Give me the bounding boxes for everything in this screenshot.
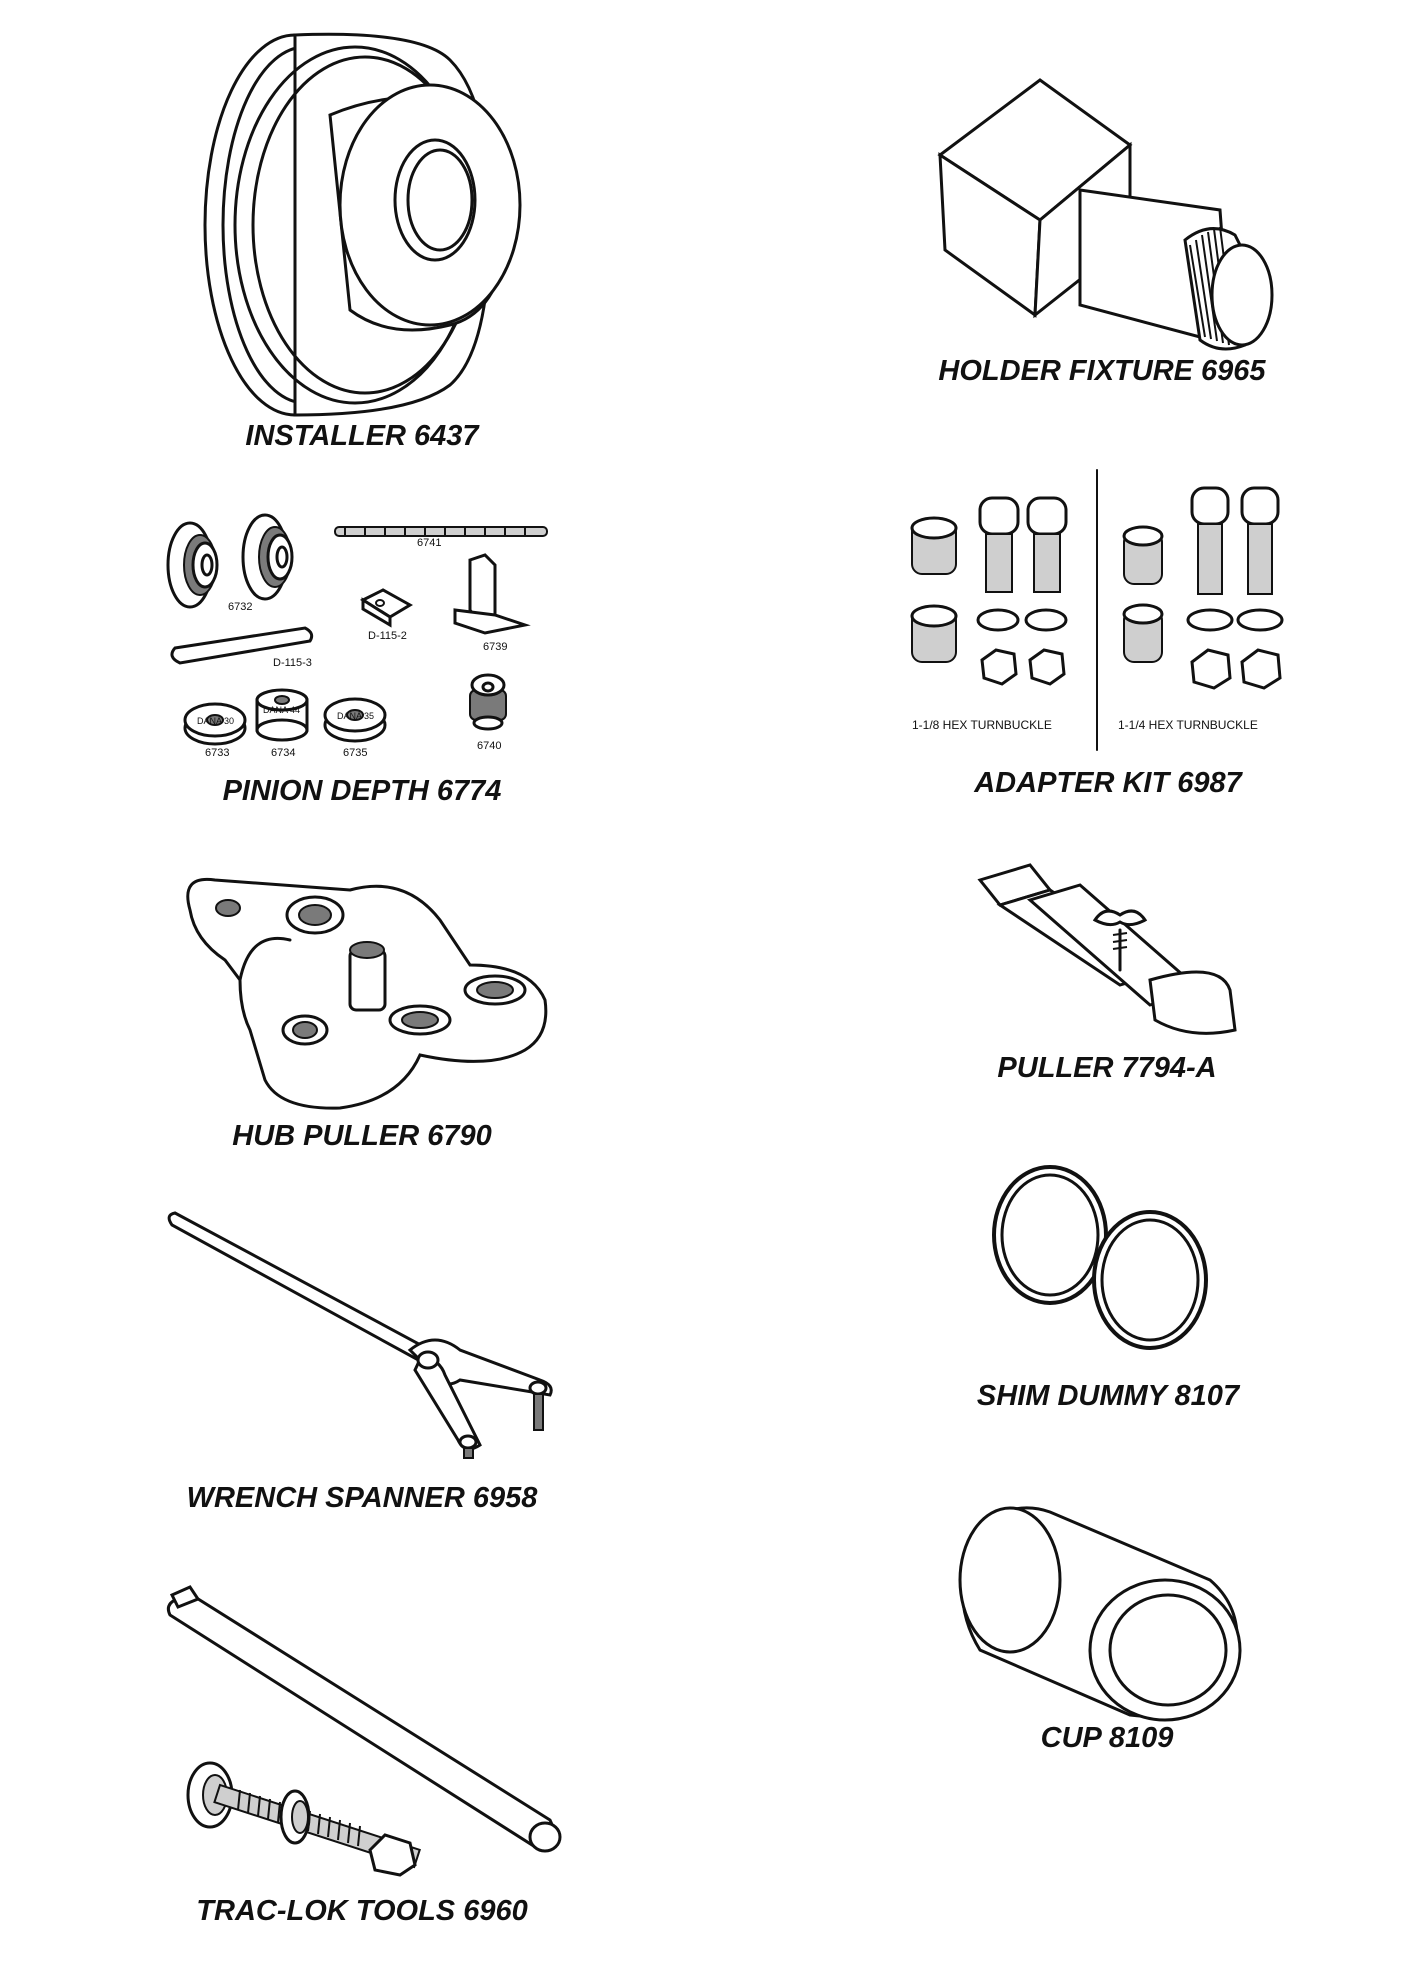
part-label-6733: 6733: [205, 747, 230, 759]
pinion-depth-caption: PINION DEPTH 6774: [222, 775, 502, 807]
trac-lok-tools-caption: TRAC-LOK TOOLS 6960: [196, 1895, 528, 1927]
holder-fixture-caption: HOLDER FIXTURE 6965: [938, 355, 1266, 387]
trac-lok-tools-illustration: [160, 1585, 580, 1875]
installer-illustration: [190, 20, 540, 410]
shim-dummy-illustration: [990, 1160, 1230, 1360]
adapter-kit-right-label: 1-1/4 HEX TURNBUCKLE: [1118, 718, 1258, 732]
pinion-depth-illustration: [165, 515, 565, 765]
cone-6732-left: [168, 523, 217, 607]
wrench-spanner-illustration: [160, 1210, 580, 1460]
part-label-6741: 6741: [417, 537, 442, 549]
cone-6732-right: [243, 515, 292, 599]
wrench-spanner-caption: WRENCH SPANNER 6958: [186, 1482, 538, 1514]
block-label-dana-35: DANA 35: [337, 711, 375, 721]
block-label-dana-44: DANA 44: [263, 705, 301, 715]
adapter-kit-left-label: 1-1/8 HEX TURNBUCKLE: [912, 718, 1052, 732]
hub-puller-illustration: [170, 870, 570, 1115]
knurled-6740: [470, 675, 506, 729]
adapter-kit-caption: ADAPTER KIT 6987: [974, 767, 1242, 799]
part-label-d-115-2: D-115-2: [368, 630, 407, 642]
holder-fixture-illustration: [930, 75, 1280, 350]
puller-7794a-illustration: [970, 860, 1240, 1060]
part-label-d-115-3: D-115-3: [273, 657, 312, 669]
part-label-6739: 6739: [483, 641, 508, 653]
puller-7794a-caption: PULLER 7794-A: [997, 1052, 1217, 1084]
part-label-6735: 6735: [343, 747, 368, 759]
block-label-dana-30: DANA 30: [197, 716, 235, 726]
block-6734: [257, 690, 307, 740]
installer-caption: INSTALLER 6437: [245, 420, 479, 452]
part-label-6740: 6740: [477, 740, 502, 752]
shim-dummy-caption: SHIM DUMMY 8107: [976, 1380, 1240, 1412]
cup-illustration: [950, 1500, 1250, 1730]
hub-puller-caption: HUB PULLER 6790: [232, 1120, 492, 1152]
part-label-6732: 6732: [228, 601, 253, 613]
adapter-kit-illustration: [900, 470, 1320, 750]
cup-caption: CUP 8109: [1040, 1722, 1174, 1754]
part-label-6734: 6734: [271, 747, 296, 759]
